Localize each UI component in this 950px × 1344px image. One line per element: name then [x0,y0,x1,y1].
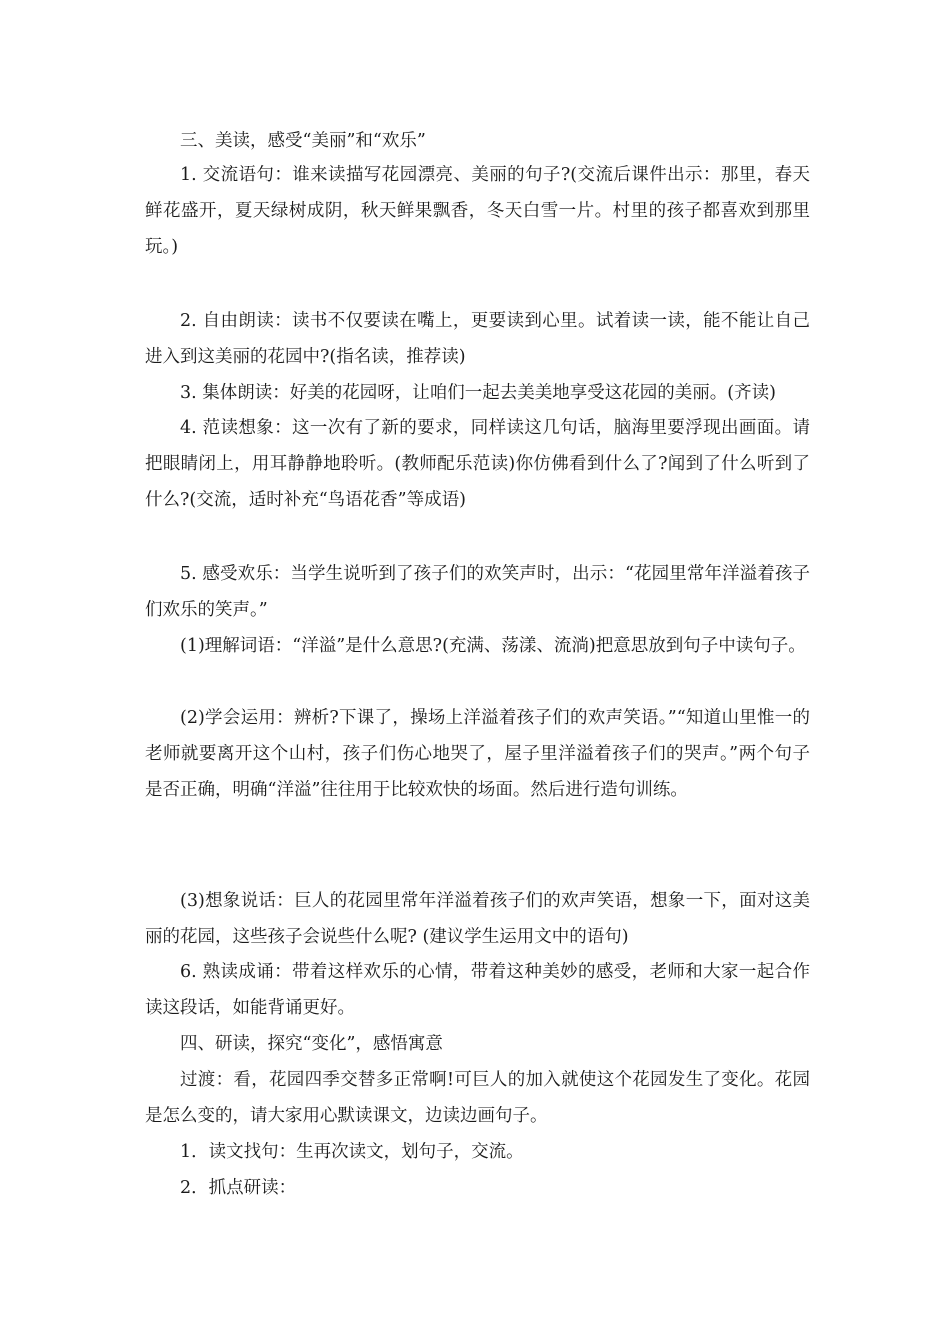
paragraph-step-2: 2．抓点研读： [180,1178,297,1198]
paragraph-step-1: 1．读文找句：生再次读文，划句子，交流。 [180,1142,524,1162]
paragraph-item-3: 3. 集体朗读：好美的花园呀，让咱们一起去美美地享受这花园的美丽。(齐读) [180,383,776,403]
paragraph-transition: 过渡：看，花园四季交替多正常啊!可巨人的加入就使这个花园发生了变化。花园是怎么变的，请大家用心默读课文，边读边画句子。 [145,1070,810,1126]
paragraph-subitem-3: (3)想象说话：巨人的花园里常年洋溢着孩子们的欢声笑语，想象一下，面对这美丽的花园，这些孩子会说些什么呢? (建议学生运用文中的语句) [145,891,810,947]
paragraph-item-2: 2. 自由朗读：读书不仅要读在嘴上，更要读到心里。试着读一读，能不能让自己进入到这美丽的花园中?(指名读，推荐读) [145,311,810,367]
paragraph-item-4: 4. 范读想象：这一次有了新的要求，同样读这几句话，脑海里要浮现出画面。请把眼睛闭上，用耳静静地聆听。(教师配乐范读)你仿佛看到什么了?闻到了什么听到了什么?(交流，适时补充“鸟语花香”等成语) [145,418,810,510]
paragraph-subitem-2: (2)学会运用：辨析?下课了，操场上洋溢着孩子们的欢声笑语。”“知道山里惟一的老师就要离开这个山村，孩子们伤心地哭了，屋子里洋溢着孩子们的哭声。”两个句子是否正确，明确“洋溢”往往用于比较欢快的场面。然后进行造句训练。 [145,708,810,800]
paragraph-item-6: 6. 熟读成诵：带着这样欢乐的心情，带着这种美妙的感受，老师和大家一起合作读这段话，如能背诵更好。 [145,962,810,1018]
paragraph-item-1: 1. 交流语句：谁来读描写花园漂亮、美丽的句子?(交流后课件出示：那里，春天鲜花盛开，夏天绿树成阴，秋天鲜果飘香，冬天白雪一片。村里的孩子都喜欢到那里玩。) [145,165,810,257]
section-heading-four: 四、研读，探究“变化”，感悟寓意 [180,1034,443,1054]
section-heading-three: 三、美读，感受“美丽”和“欢乐” [180,131,426,151]
paragraph-subitem-1: (1)理解词语：“洋溢”是什么意思?(充满、荡漾、流淌)把意思放到句子中读句子。 [180,636,806,656]
paragraph-item-5: 5. 感受欢乐：当学生说听到了孩子们的欢笑声时，出示：“花园里常年洋溢着孩子们欢乐的笑声。” [145,564,810,620]
